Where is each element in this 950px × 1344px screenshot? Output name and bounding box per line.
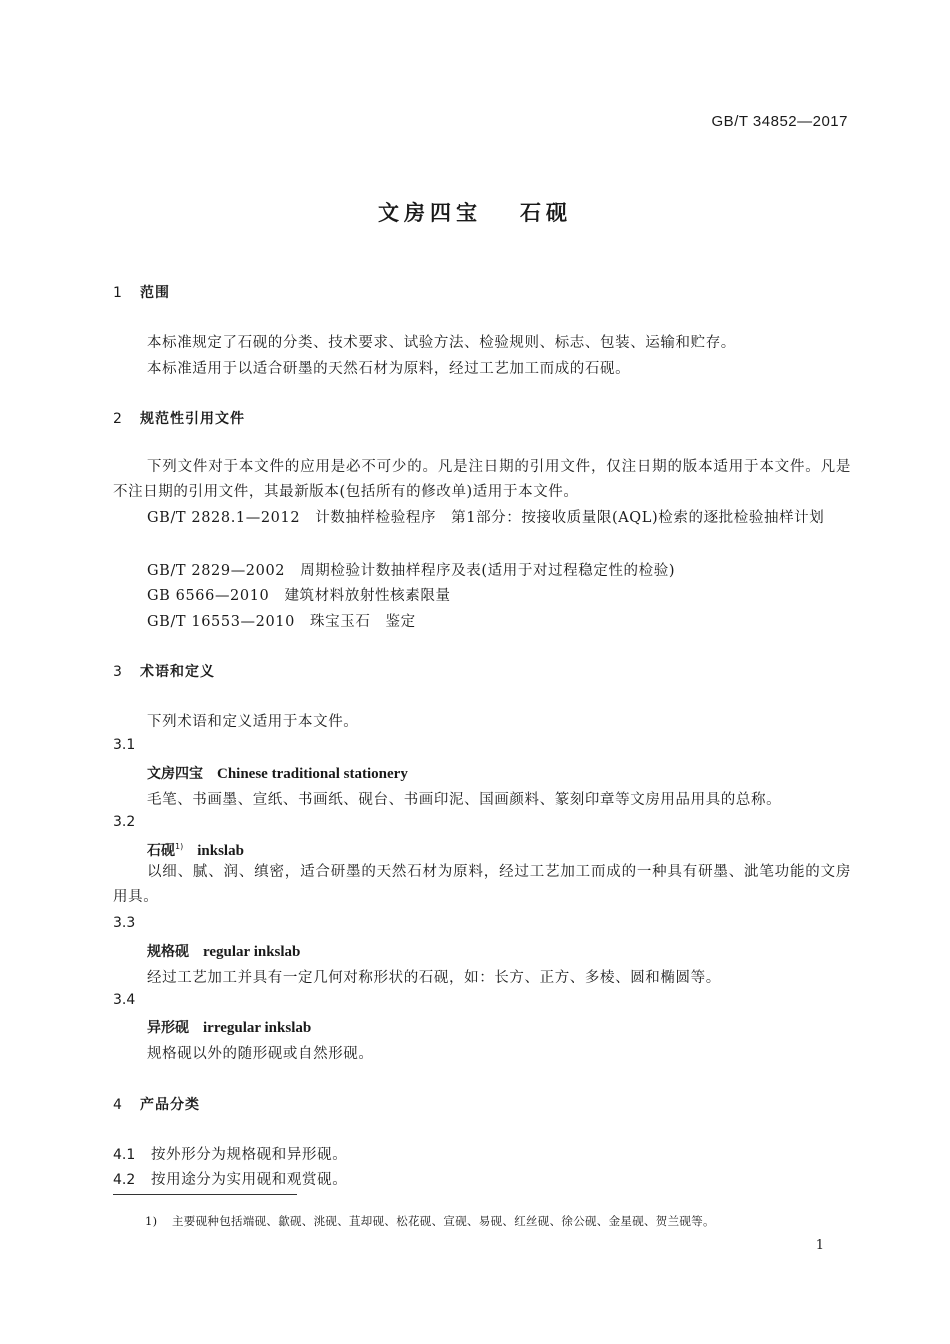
- section-title: 产品分类: [140, 1097, 200, 1113]
- term-chinese: 文房四宝: [147, 766, 203, 782]
- term-chinese: 异形砚: [147, 1020, 189, 1036]
- section-number: 2: [113, 411, 123, 427]
- item-number: 4.1: [113, 1147, 136, 1163]
- reference-gb-t-16553: GB/T 16553—2010 珠宝玉石 鉴定: [147, 614, 416, 630]
- footnote-separator: [113, 1194, 297, 1195]
- section-3-heading: [113, 661, 215, 681]
- term-3-4: [147, 1017, 311, 1037]
- scope-paragraph-2: 本标准适用于以适合研墨的天然石材为原料，经过工艺加工而成的石砚。: [147, 361, 631, 377]
- term-chinese: 石砚: [147, 843, 175, 859]
- definition-3-4: 规格砚以外的随形砚或自然形砚。: [147, 1046, 374, 1062]
- title-part-1: 文房四宝: [378, 201, 482, 225]
- term-english: irregular inkslab: [203, 1020, 312, 1036]
- document-title: [0, 197, 950, 227]
- definition-3-2: 以细、腻、润、缜密，适合研墨的天然石材为原料，经过工艺加工而成的一种具有研墨、泚笔功能的文房用具。: [113, 864, 851, 905]
- term-3-2: [147, 840, 244, 860]
- section-title: 术语和定义: [140, 664, 215, 680]
- section-4-heading: [113, 1094, 200, 1114]
- item-number: 4.2: [113, 1172, 136, 1188]
- clause-3-3: 3.3: [113, 915, 136, 931]
- section-2-heading: [113, 408, 245, 428]
- terms-intro: 下列术语和定义适用于本文件。: [147, 714, 359, 730]
- references-intro: 下列文件对于本文件的应用是必不可少的。凡是注日期的引用文件，仅注日期的版本适用于本文件。凡是不注日期的引用文件，其最新版本(包括所有的修改单)适用于本文件。: [113, 459, 851, 500]
- term-3-1: [147, 763, 408, 783]
- item-4-1: [113, 1143, 347, 1164]
- definition-3-3: 经过工艺加工并具有一定几何对称形状的石砚，如：长方、正方、多棱、圆和椭圆等。: [147, 970, 721, 986]
- footnote-mark: 1): [145, 1214, 158, 1228]
- reference-gb-t-2828-1: GB/T 2828.1—2012 计数抽样检验程序 第1部分：按接收质量限(AQL)检索的逐批检验抽样计划: [147, 510, 825, 526]
- definition-3-1: 毛笔、书画墨、宣纸、书画纸、砚台、书画印泥、国画颜料、篆刻印章等文房用品用具的总称。: [147, 792, 782, 808]
- clause-3-2: 3.2: [113, 814, 136, 830]
- clause-3-1: 3.1: [113, 737, 136, 753]
- item-4-2: [113, 1168, 347, 1189]
- section-number: 3: [113, 664, 123, 680]
- section-title: 范围: [140, 285, 170, 301]
- footnote-text: 主要砚种包括端砚、歙砚、洮砚、苴却砚、松花砚、宣砚、易砚、红丝砚、徐公砚、金星砚、贺兰砚等。: [172, 1214, 715, 1228]
- item-text: 按外形分为规格砚和异形砚。: [151, 1147, 348, 1163]
- section-title: 规范性引用文件: [140, 411, 245, 427]
- clause-3-4: 3.4: [113, 992, 136, 1008]
- footnote-reference: 1): [175, 842, 184, 851]
- title-part-2: 石砚: [520, 201, 572, 225]
- term-english: inkslab: [197, 843, 244, 859]
- term-3-3: [147, 941, 300, 961]
- page-number: 1: [815, 1238, 824, 1253]
- term-english: regular inkslab: [203, 944, 301, 960]
- standard-number: GB/T 34852—2017: [711, 113, 848, 130]
- term-english: Chinese traditional stationery: [217, 766, 408, 782]
- reference-gb-t-2829: GB/T 2829—2002 周期检验计数抽样程序及表(适用于对过程稳定性的检验): [147, 563, 676, 579]
- term-chinese: 规格砚: [147, 944, 189, 960]
- scope-paragraph-1: 本标准规定了石砚的分类、技术要求、试验方法、检验规则、标志、包装、运输和贮存。: [147, 335, 736, 351]
- item-text: 按用途分为实用砚和观赏砚。: [151, 1172, 348, 1188]
- footnote: [145, 1213, 715, 1229]
- section-number: 4: [113, 1097, 123, 1113]
- section-number: 1: [113, 285, 123, 301]
- section-1-heading: [113, 282, 170, 302]
- reference-gb-6566: GB 6566—2010 建筑材料放射性核素限量: [147, 588, 451, 604]
